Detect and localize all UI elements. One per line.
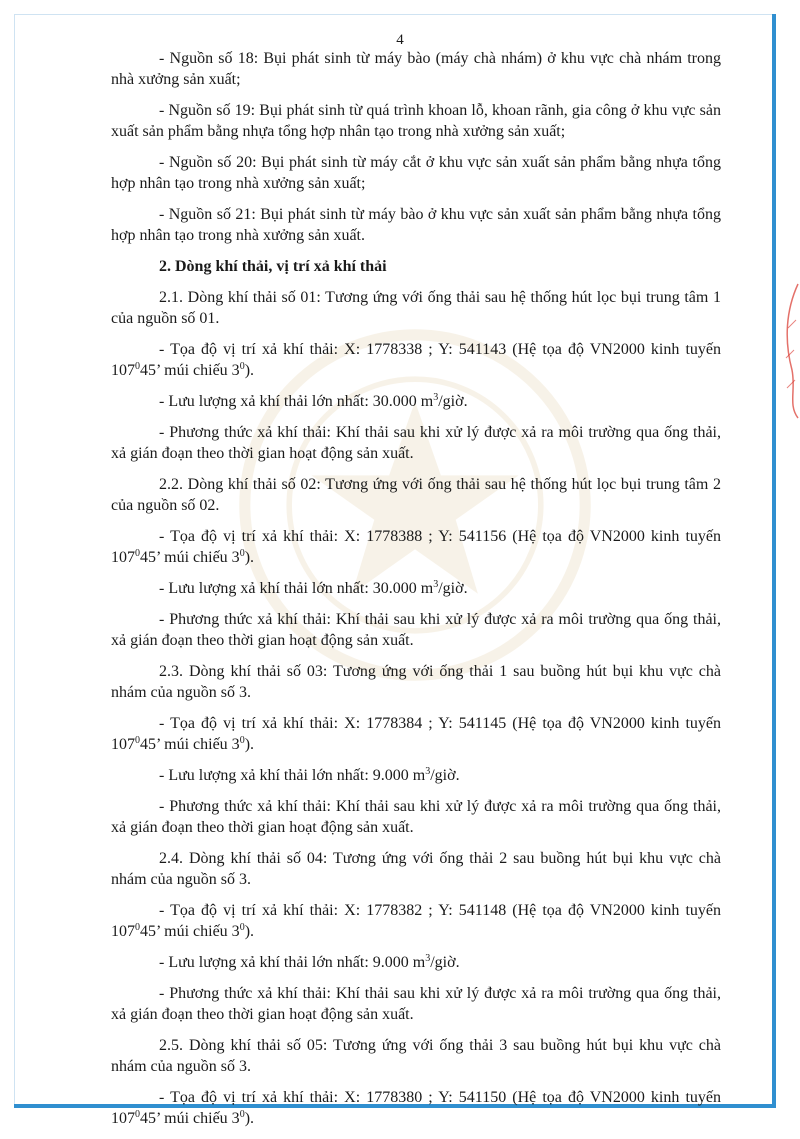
source-item: - Nguồn số 20: Bụi phát sinh từ máy cắt ở khu vực sản xuất sản phẩm bằng nhựa tổng hợp nhân tạo trong nhà xưởng sản xuất; [111,154,721,192]
document-body [111,48,721,1139]
page-number: 4 [396,32,404,48]
flow-method: - Phương thức xả khí thải: Khí thải sau khi xử lý được xả ra môi trường qua ống thải, xả gián đoạn theo thời gian hoạt động sản xuất. [111,424,721,462]
red-stamp-edge-icon [778,280,800,420]
flow-coordinates: - Tọa độ vị trí xả khí thải: X: 1778380 ; Y: 541150 (Hệ tọa độ VN2000 kinh tuyến $107^045$’ múi chiếu $3^0$). [111,1089,721,1127]
flow-title: 2.1. Dòng khí thải số 01: Tương ứng với ống thải sau hệ thống hút lọc bụi trung tâm 1 của nguồn số 01. [111,289,721,327]
page-border-right [772,14,776,1108]
source-item: - Nguồn số 18: Bụi phát sinh từ máy bào (máy chà nhám) ở khu vực chà nhám trong nhà xưởng sản xuất; [111,50,721,88]
source-item: - Nguồn số 19: Bụi phát sinh từ quá trình khoan lỗ, khoan rãnh, gia công ở khu vực sản xuất sản phẩm bằng nhựa tổng hợp nhân tạo trong nhà xưởng sản xuất; [111,102,721,140]
flow-title: 2.3. Dòng khí thải số 03: Tương ứng với ống thải 1 sau buồng hút bụi khu vực chà nhám của nguồn số 3. [111,663,721,701]
flow-coordinates: - Tọa độ vị trí xả khí thải: X: 1778388 ; Y: 541156 (Hệ tọa độ VN2000 kinh tuyến $107^045$’ múi chiếu $3^0$). [111,528,721,566]
flow-rate: - Lưu lượng xả khí thải lớn nhất: 9.000 $m^3$/giờ. [159,953,460,971]
flow-coordinates: - Tọa độ vị trí xả khí thải: X: 1778384 ; Y: 541145 (Hệ tọa độ VN2000 kinh tuyến $107^045$’ múi chiếu $3^0$). [111,715,721,753]
flow-method: - Phương thức xả khí thải: Khí thải sau khi xử lý được xả ra môi trường qua ống thải, xả gián đoạn theo thời gian hoạt động sản xuất. [111,985,721,1023]
flow-coordinates: - Tọa độ vị trí xả khí thải: X: 1778382 ; Y: 541148 (Hệ tọa độ VN2000 kinh tuyến $107^045$’ múi chiếu $3^0$). [111,902,721,940]
page-border-left [14,14,15,1108]
flow-title: 2.5. Dòng khí thải số 05: Tương ứng với ống thải 3 sau buồng hút bụi khu vực chà nhám của nguồn số 3. [111,1037,721,1075]
flow-rate: - Lưu lượng xả khí thải lớn nhất: 30.000 $m^3$/giờ. [159,392,468,410]
flow-rate: - Lưu lượng xả khí thải lớn nhất: 30.000 $m^3$/giờ. [159,579,468,597]
flow-title: 2.2. Dòng khí thải số 02: Tương ứng với ống thải sau hệ thống hút lọc bụi trung tâm 2 của nguồn số 02. [111,476,721,514]
source-item: - Nguồn số 21: Bụi phát sinh từ máy bào ở khu vực sản xuất sản phẩm bằng nhựa tổng hợp nhân tạo trong nhà xưởng sản xuất. [111,206,721,244]
flow-method: - Phương thức xả khí thải: Khí thải sau khi xử lý được xả ra môi trường qua ống thải, xả gián đoạn theo thời gian hoạt động sản xuất. [111,798,721,836]
page-border-top [14,14,776,15]
flow-method: - Phương thức xả khí thải: Khí thải sau khi xử lý được xả ra môi trường qua ống thải, xả gián đoạn theo thời gian hoạt động sản xuất. [111,611,721,649]
section-heading: 2. Dòng khí thải, vị trí xả khí thải [159,258,387,275]
flow-coordinates: - Tọa độ vị trí xả khí thải: X: 1778338 ; Y: 541143 (Hệ tọa độ VN2000 kinh tuyến $107^045$’ múi chiếu $3^0$). [111,341,721,379]
flow-title: 2.4. Dòng khí thải số 04: Tương ứng với ống thải 2 sau buồng hút bụi khu vực chà nhám của nguồn số 3. [111,850,721,888]
flow-rate: - Lưu lượng xả khí thải lớn nhất: 9.000 $m^3$/giờ. [159,766,460,784]
